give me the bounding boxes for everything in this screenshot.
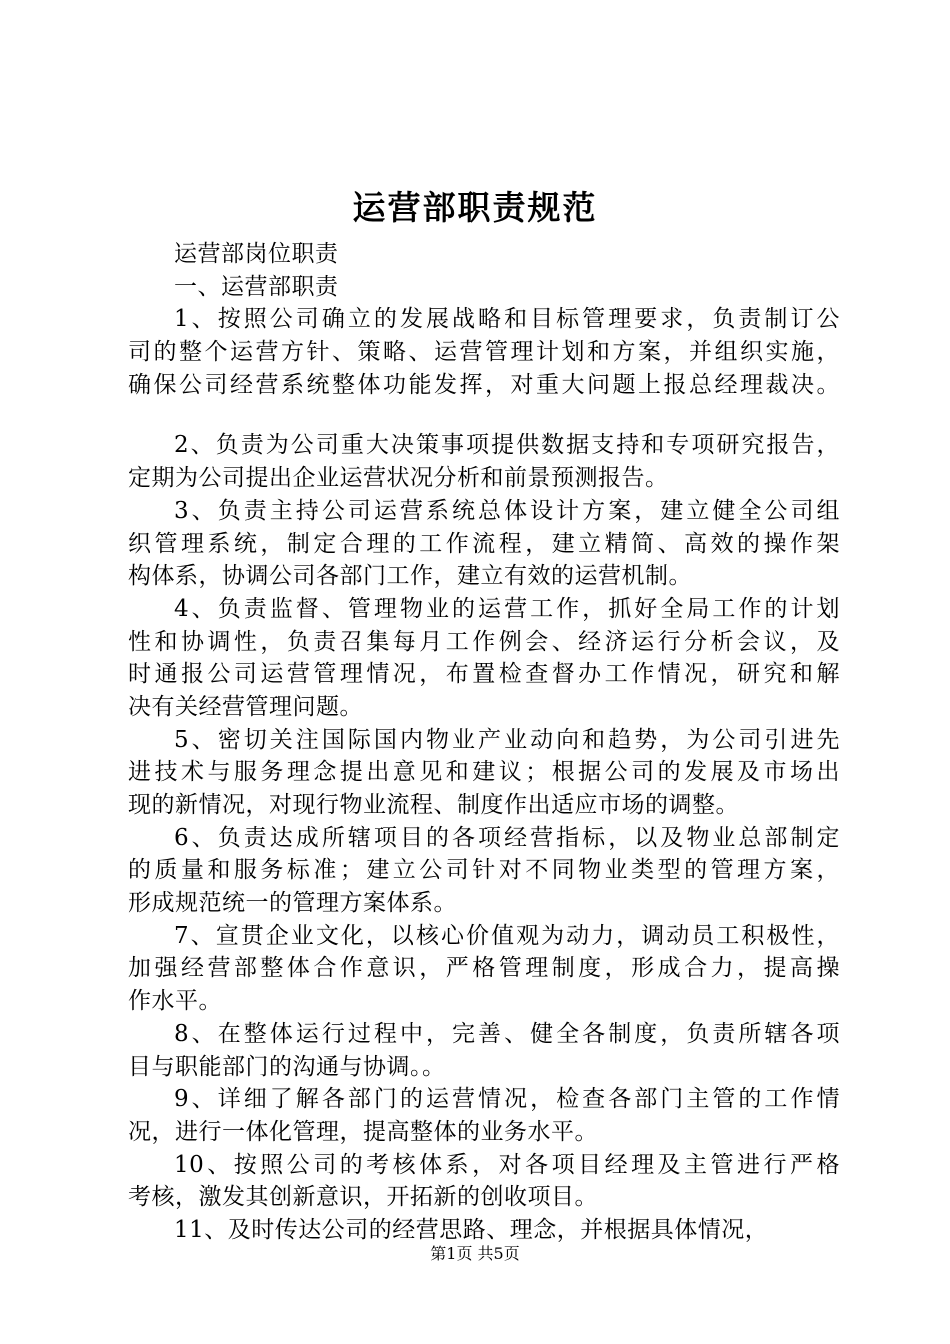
paragraph-line: 11、及时传达公司的经营思路、理念，并根据具体情况， xyxy=(174,1216,769,1243)
paragraph-line: 定期为公司提出企业运营状况分析和前景预测报告。 xyxy=(128,465,669,492)
paragraph-line: 4、负责监督、管理物业的运营工作，抓好全局工作的计划 xyxy=(174,595,840,622)
paragraph-line: 加强经营部整体合作意识，严格管理制度，形成合力，提高操 xyxy=(128,955,840,982)
paragraph-line: 8、在整体运行过程中，完善、健全各制度，负责所辖各项 xyxy=(174,1020,840,1047)
paragraph-line: 进技术与服务理念提出意见和建议；根据公司的发展及市场出 xyxy=(128,759,840,786)
page-footer: 第1页 共5页 xyxy=(430,1244,520,1263)
document-body xyxy=(128,238,840,1247)
paragraph-line: 形成规范统一的管理方案体系。 xyxy=(128,890,457,917)
paragraph-9 xyxy=(128,1083,840,1148)
paragraph-line: 决有关经营管理问题。 xyxy=(128,693,363,720)
paragraph-1 xyxy=(128,303,840,401)
paragraph-line: 7、宣贯企业文化，以核心价值观为动力，调动员工积极性， xyxy=(174,922,840,949)
paragraph-gap xyxy=(128,401,840,429)
paragraph-line: 司的整个运营方针、策略、运营管理计划和方案，并组织实施， xyxy=(128,339,840,366)
paragraph-line: 目与职能部门的沟通与协调。。 xyxy=(128,1053,446,1080)
paragraph-line: 考核，激发其创新意识，开拓新的创收项目。 xyxy=(128,1184,598,1211)
paragraph-line: 2、负责为公司重大决策事项提供数据支持和专项研究报告， xyxy=(174,432,840,459)
paragraph-5 xyxy=(128,724,840,822)
paragraph-line: 1、按照公司确立的发展战略和目标管理要求，负责制订公 xyxy=(174,306,840,333)
paragraph-4 xyxy=(128,593,840,724)
paragraph-line: 6、负责达成所辖项目的各项经营指标，以及物业总部制定 xyxy=(174,824,840,851)
paragraph-line: 10、按照公司的考核体系，对各项目经理及主管进行严格 xyxy=(174,1151,840,1178)
paragraph-line: 5、密切关注国际国内物业产业动向和趋势，为公司引进先 xyxy=(174,726,840,753)
paragraph-line: 3、负责主持公司运营系统总体设计方案，建立健全公司组 xyxy=(174,497,840,524)
document-title: 运营部职责规范 xyxy=(352,188,598,227)
paragraph-10 xyxy=(128,1149,840,1214)
paragraph-line: 时通报公司运营管理情况，布置检查督办工作情况，研究和解 xyxy=(128,661,840,688)
paragraph-line: 构体系，协调公司各部门工作，建立有效的运营机制。 xyxy=(128,563,692,590)
paragraph-line: 现的新情况，对现行物业流程、制度作出适应市场的调整。 xyxy=(128,792,739,818)
paragraph-2 xyxy=(128,429,840,494)
paragraph-line: 性和协调性，负责召集每月工作例会、经济运行分析会议，及 xyxy=(128,628,840,655)
section-heading: 一、运营部职责 xyxy=(174,273,339,300)
paragraph-line: 的质量和服务标准；建立公司针对不同物业类型的管理方案， xyxy=(128,857,840,884)
document-subtitle: 运营部岗位职责 xyxy=(174,241,339,267)
paragraph-8 xyxy=(128,1018,840,1083)
paragraph-line: 作水平。 xyxy=(128,988,222,1015)
paragraph-3 xyxy=(128,495,840,593)
paragraph-6 xyxy=(128,822,840,920)
paragraph-line: 确保公司经营系统整体功能发挥，对重大问题上报总经理裁决。 xyxy=(128,371,840,398)
paragraph-line: 9、详细了解各部门的运营情况，检查各部门主管的工作情 xyxy=(174,1086,840,1113)
paragraph-7 xyxy=(128,920,840,1018)
paragraph-line: 织管理系统，制定合理的工作流程，建立精简、高效的操作架 xyxy=(128,530,840,557)
paragraph-line: 况，进行一体化管理，提高整体的业务水平。 xyxy=(128,1118,598,1145)
